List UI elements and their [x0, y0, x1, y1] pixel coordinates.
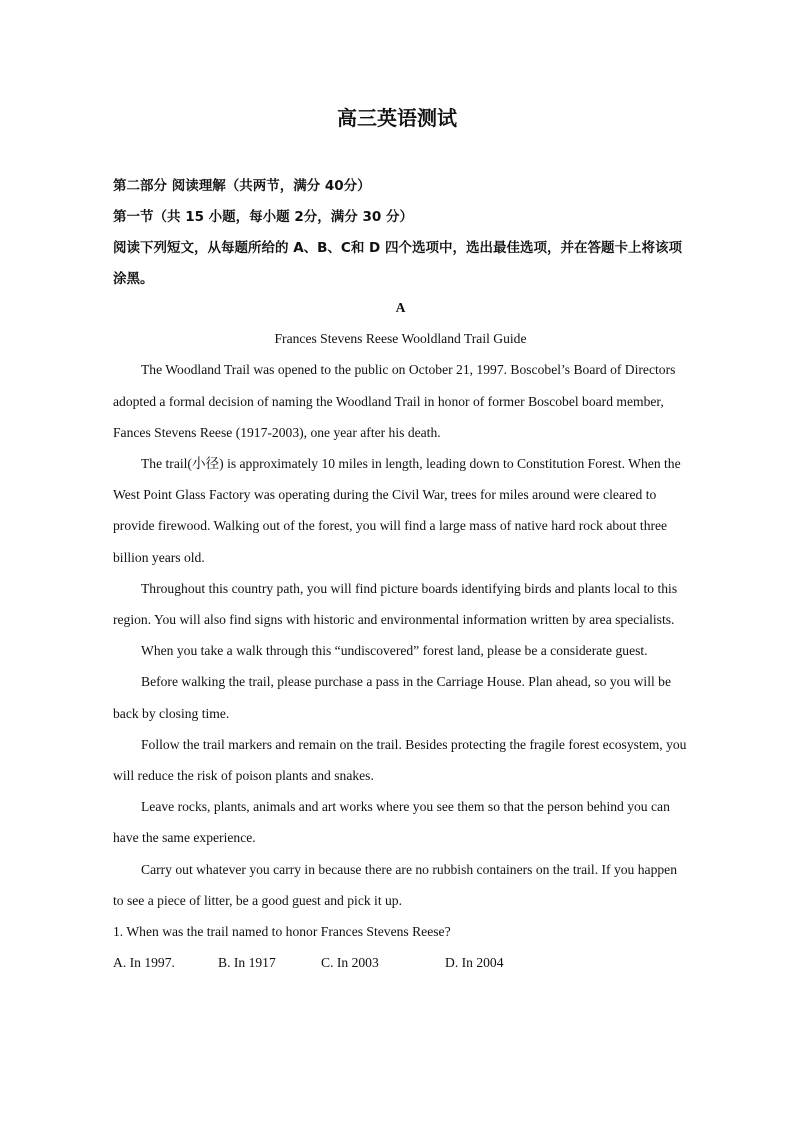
- part-heading: 第二部分 阅读理解（共两节，满分 40分）: [113, 178, 371, 194]
- paragraph-6: Follow the trail markers and remain on the trail. Besides protecting the fragile forest ecosystem, you will reduce the risk of poison plants and snakes.: [113, 736, 687, 784]
- paragraph-4: When you take a walk through this “undiscovered” forest land, please be a considerate guest.: [141, 643, 648, 659]
- instructions: 阅读下列短文，从每题所给的 A、B、C和 D 四个选项中，选出最佳选项，并在答题卡上将该项涂黑。: [113, 240, 682, 287]
- passage-label: A: [395, 300, 406, 315]
- paragraph-2: The trail(小径) is approximately 10 miles in length, leading down to Constitution Forest. When the West Point Glass Factory was operating during the Civil War, trees for miles around were cleared to provide firewood. Walking out of the forest, you will find a large mass of native hard rock about three billion years old.: [113, 456, 681, 565]
- paragraph-7: Leave rocks, plants, animals and art works where you see them so that the person behind you can have the same experience.: [113, 799, 670, 846]
- passage-heading: Frances Stevens Reese Wooldland Trail Guide: [274, 331, 527, 347]
- option-a: A. In 1997.: [113, 955, 175, 971]
- paragraph-3: Throughout this country path, you will find picture boards identifying birds and plants local to this region. You will also find signs with historic and environmental information written by area specialists.: [113, 580, 678, 628]
- page-title: 高三英语测试: [337, 106, 457, 130]
- paragraph-5: Before walking the trail, please purchase a pass in the Carriage House. Plan ahead, so you will be back by closing time.: [113, 674, 671, 721]
- paragraph-1: The Woodland Trail was opened to the public on October 21, 1997. Boscobel’s Board of Directors adopted a formal decision of naming the Woodland Trail in honor of former Boscobel board member, Fances Stevens Reese (1917-2003), one year after his death.: [113, 362, 676, 440]
- option-d: D. In 2004: [445, 955, 504, 971]
- paragraph-8: Carry out whatever you carry in because there are no rubbish containers on the trail. If you happen to see a piece of litter, be a good guest and pick it up.: [113, 861, 677, 908]
- option-b: B. In 1917: [218, 955, 276, 971]
- option-c: C. In 2003: [321, 955, 379, 971]
- question-1-options: [113, 947, 688, 978]
- section-heading: 第一节（共 15 小题，每小题 2分，满分 30 分）: [113, 209, 413, 225]
- passage-a: [113, 292, 688, 978]
- question-1-stem: 1. When was the trail named to honor Frances Stevens Reese?: [113, 924, 451, 940]
